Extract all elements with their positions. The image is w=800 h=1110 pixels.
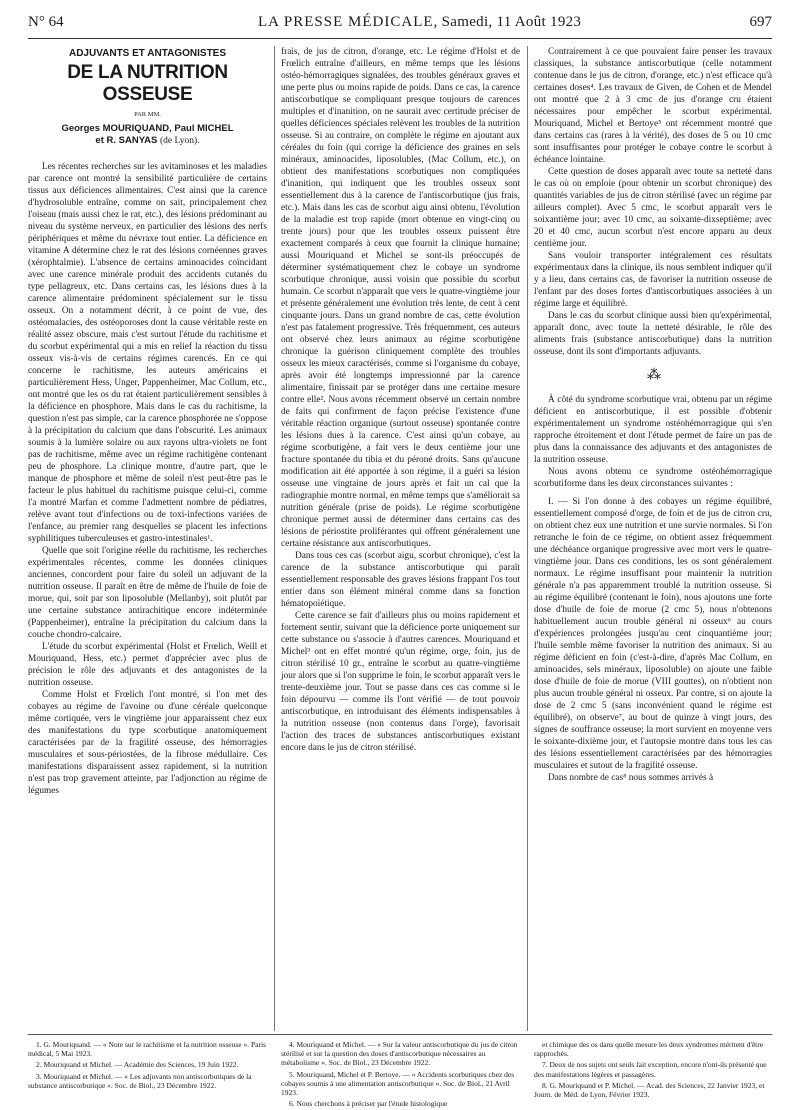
footnote: et chimique des os dans quelle mesure les deux syndromes méritent d'être rapprochés.: [534, 1040, 764, 1059]
issue-date: Samedi, 11 Août 1923: [441, 14, 582, 30]
paragraph: frais, de jus de citron, d'orange, etc. Le régime d'Holst et de Frœlich entraîne d'ailleurs, en même temps que les lésions ostéo-hémorragiques signalées, des troubles généraux graves et une perte plus ou moins rapide de poids. Dans ce cas, la carence antiscorbutique se compliquant presque toujours de carences multiples et d'inanition, on ne saurait avec certitude préciser de quelles déficiences spéciales relèvent les troubles de la nutrition osseuse. Si au contraire, on complète le régime en ajoutant aux céréales du foin (qui corrige la déficience des graines en sels minéraux, aminoacides, liposolubles, (Mac Collum, etc.), on obtient des manifestations scorbutiques non compliquées d'inanition, qui indiquent que les troubles osseux sont essentiellement dus à la carence de l'antiscorbutique (jus frais, etc.). Mais dans les cas de scorbut aigu ainsi obtenu, l'évolution de la maladie est trop rapide (mort obtenue en vingt-cinq ou trente jours) pour que les troubles osseux puissent être exactement comparés à ceux que fournit la clinique humaine; aussi Mouriquand et Michel se sont-ils préoccupés de déterminer systématiquement chez le cobaye un syndrome scorbutique chronique, aussi voisin que possible du scorbut humain. Ce scorbut n'apparaît que vers le quatre-vingtième jour et présente généralement une évolution très lente, de cent à cent cinquante jours. Dans un grand nombre de cas, cette évolution n'est pas fatalement progressive. Très fréquemment, ces auteurs ont observé chez leurs animaux au régime scorbutigène chronique la guérison cliniquement complète des troubles osseux les mieux caractérisés, comme si l'organisme du cobaye, après avoir été longtemps impressionné par la carence alimentaire, finissait par se protéger dans une certaine mesure contre elle². Nous avons récemment observé un certain nombre de faits qui confirment de façon précise l'existence d'une véritable réaction organique (surtout osseuse) spontanée contre les lésions dues à la carence. C'est ainsi qu'un cobaye, au régime scorbutigène, a fait vers le deux centième jour une fracture spontanée du tibia et du péroné droits. Sans qu'aucune modification ait été apportée à son régime, il a guéri sa lésion osseuse une vingtaine de jours après et fait un cal que la radiographie montre normal, en même temps que s'améliorait sa nutrition générale (prise de poids). Le régime scorbutigène chronique permet aussi de déterminer dans certains cas des lésions de périostite proliférantes qui offrent généralement une certaine résistance aux antiscorbutiques.: [281, 47, 520, 549]
article-kicker: ADJUVANTS ET ANTAGONISTES: [68, 48, 227, 59]
section-asterism: ⁂: [647, 368, 659, 383]
page-number: 697: [749, 14, 772, 30]
footnote: 3. Mouriquand et Michel. — « Les adjuvants non antiscorbutiques de la substance antiscorbutique ». Soc. de Biol., 23 Décembre 1922.: [28, 1071, 252, 1090]
column-2: [281, 46, 520, 754]
paragraph: Nous avons obtenu ce syndrome ostéohémorragique scorbutiforme dans les deux circonstances suivantes :: [534, 467, 772, 489]
authors-line-2: [28, 135, 267, 147]
paragraph: Dans nombre de cas⁸ nous sommes arrivés à: [548, 773, 714, 783]
column-1: [28, 46, 267, 797]
footnote: 6. Nous cherchons à préciser par l'étude histologique: [289, 1099, 448, 1109]
article-title: DE LA NUTRITION OSSEUSE: [67, 62, 228, 105]
footnote: 7. Deux de nos sujets ont seuls fait exception, encore n'ont-ils présenté que des manifestations légères et passagères.: [534, 1060, 767, 1079]
paragraph: Dans le cas du scorbut clinique aussi bien qu'expérimental, apparaît donc, avec toute la netteté désirable, le rôle des aliments frais (substance antiscorbutique) dans la nutrition osseuse, dont ils sont d'importants adjuvants.: [534, 311, 772, 357]
authors: [28, 123, 267, 147]
column-divider: [274, 46, 275, 1031]
paragraph: Cette carence se fait d'ailleurs plus ou moins rapidement et fortement sentir, suivant que la déficience porte uniquement sur cette substance ou s'associe à d'autres carences. Mouriquand et Michel³ ont en effet montré qu'un régime, orge, foin, jus de citron stérilisé 10 gr., entraîne le scorbut au quatre-vingtième jour alors que si l'on supprime le foin, le scorbut apparaît vers le trente-deuxième jour. Tout se passe dans ces cas comme si le foin dépourvu — comme ils l'ont vérifié — de tout pouvoir antiscorbutique, en introduisant des éléments indispensables à la nutrition osseuse (non contenus dans l'orge), favorisait l'action des traces de substances antiscorbutiques existant encore dans le jus de citron stérilisé.: [281, 611, 520, 753]
paragraph: Les récentes recherches sur les avitaminoses et les maladies par carence ont montré la sensibilité particulière de certains tissus aux déficiences alimentaires. C'est ainsi que la carence d'hydrosoluble entraîne, comme on sait, principalement chez l'oiseau (mais aussi chez le rat, etc.), des lésions prédominant au niveau du système nerveux, en particulier des lésions des nerfs périphériques et même du névraxe tout entier. La déficience en vitamine A détermine chez le rat des lésions cornéennes graves (xérophtalmie). L'absence de certains aminoacides coïncidant avec une carence minérale produit des accidents cutanés du type pellagreux, etc. Dans certains cas, les lésions dues à la carence alimentaire prédominent spécialement sur le tissu osseux. On a notamment décrit, à ce point de vue, des ostéomalacies, des ostéoporoses dont la cause véritable reste en réalité assez obscure, mais c'est surtout l'étude du rachitisme et du scorbut expérimental qui a mis en relief la réaction du tissu osseux vis-à-vis de certains régimes carencés. En ce qui concerne le rachitisme, les auteurs américains et particulièrement Hess, Unger, Pappenheimer, Mac Collum, etc., ont montré que les os du rat étaient particulièrement sensibles à la déficience en phosphore. Mais dans le cas du rachitisme, la question n'est pas simple, car la carence phosphorée ne s'oppose à la précipitation du calcium que dans l'obscurité. Les animaux soumis à la lumière solaire ou aux rayons ultra-violets ne font pas de rachitisme, même avec un régime rachitigène contenant peu de phosphore. La clinique montre, d'autre part, que le manque de phosphore et même de soleil n'est peut-être pas le facteur le plus habituel du rachitisme puisque celui-ci, comme l'a montré Marfan et comme l'admettent nombre de pédiatres, relève avant tout d'infections ou de toxi-infections variées de l'enfance, au premier rang desquelles se placent les infections syphilitiques tuberculeuses et gastro-intestinales¹.: [28, 162, 267, 544]
footnote: 1. G. Mouriquand. — « Note sur le rachitisme et la nutrition osseuse ». Paris médical, 5 Mai 1923.: [28, 1040, 266, 1059]
authors-name-2: et R. SANYAS: [95, 135, 158, 146]
footnote-rule: [28, 1034, 772, 1035]
column-3: [534, 46, 772, 784]
authors-place: (de Lyon).: [160, 136, 200, 146]
footnotes-column-1: [28, 1040, 267, 1092]
paragraph: Sans vouloir transporter intégralement ces résultats expérimentaux dans la clinique, ils nous semblent indiquer qu'il y a lieu, dans certains cas, de favoriser la nutrition osseuse de l'enfant par des doses fortes d'antiscorbutiques associées à un régime large et équilibré.: [534, 251, 772, 309]
authors-line-1: Georges MOURIQUAND, Paul MICHEL: [61, 123, 234, 134]
paragraph: Cette question de doses apparaît avec toute sa netteté dans le cas où on emploie (pour obtenir un scorbut chronique) des quantités variables de jus de citron stérilisé (avec un régime par ailleurs complet). Avec 5 cmc, le scorbut apparaît vers le soixantième jour; avec 10 cmc, au soixante-dixseptième; avec 20 et 40 cmc, aucun scorbut n'est encore apparu au deux centième jour.: [534, 167, 772, 249]
paragraph: Quelle que soit l'origine réelle du rachitisme, les recherches expérimentales récentes, comme les données cliniques anciennes, concordent pour faire du soleil un adjuvant de la nutrition osseuse. Il paraît en être de même de l'huile de foie de morue, qui, soit par son liposoluble (Mellanby), soit plutôt par une certaine substance antirachitique encore indéterminée (Pappenheimer), entraîne la précipitation du calcium dans la couche chondro-calcaire.: [28, 546, 267, 640]
footnotes-column-3: [534, 1040, 772, 1101]
paragraph: Comme Holst et Frœlich l'ont montré, si l'on met des cobayes au régime de l'avoine ou d'une céréale quelconque même cortiquée, vers le vingtième jour apparaissent chez eux des manifestations du type scorbutique anatomiquement caractérisées par de la fragilité osseuse, des hémorragies musculaires et sous-périostées, de la fibrose médullaire. Ces manifestations disparaissent assez rapidement, si la nutrition n'est pas trop gravement atteinte, par l'adjonction au régime de légumes: [28, 690, 267, 796]
issue-number: N° 64: [28, 14, 64, 30]
paragraph: Dans tous ces cas (scorbut aigu, scorbut chronique), c'est la carence de la substance antiscorbutique qui paraît essentiellement responsable des graves lésions frappant l'os tout entier dans son élément minéral comme dans sa fonction hématopoïétique.: [281, 551, 520, 609]
paragraph: I. — Si l'on donne à des cobayes un régime équilibré, essentiellement composé d'orge, de foin et de jus de citron cru, on obtient chez eux une nutrition et une survie normales. Si l'on retranche le foin de ce régime, on obtient assez fréquemment une déchéance organique progressive avec mort vers le quatre-vingtième jour. Dans ces conditions, les os sont généralement normaux. Le régime insuffisant pour maintenir la nutrition générale n'a pas apparemment troublé la nutrition osseuse. Si au régime équilibré (contenant le foin), nous ajoutons une forte dose d'huile de foie de morue (2 cmc 5), nous n'obtenons habituellement aucun trouble général ni osseux⁶ au cours d'expériences prolongées jusqu'au cent cinquantième jour; l'huile semble même favoriser la nutrition des animaux. Si au régime déficient en foin (c'est-à-dire, d'après Mac Collum, en aminoacides, sels minéraux, liposoluble) on ajoute une faible dose d'huile de foie de morue (VIII gouttes), on n'obtient non plus aucun trouble général ni osseux. Par contre, si on ajoute la dose de 2 cmc 5 (sans inconvénient quand le régime est équilibré), on observe⁷, au bout de quinze à vingt jours, des signes de souffrance osseuse; la mort survient en moyenne vers le soixante-dixième jour, et l'autopsie montre dans tous les cas des lésions essentiellement caractérisées par des hémorragies musculaires et sutout de la fragilité osseuse.: [534, 497, 772, 771]
footnotes-column-2: [281, 1040, 520, 1110]
footnote: 8. G. Mouriquand et P. Michel. — Acad. des Sciences, 22 Janvier 1923, et Journ. de Méd. de Lyon, Février 1923.: [534, 1080, 765, 1100]
journal-title-date: LA PRESSE MÉDICALE, Samedi, 11 Août 1923: [258, 14, 582, 30]
paragraph: Contrairement à ce que pouvaient faire penser les travaux classiques, la substance antiscorbutique (celle notamment contenue dans le jus de citron, d'orange, etc.) n'est efficace qu'à certaines doses⁴. Les travaux de Given, de Cohen et de Mendel ont montré que 2 à 3 cmc de jus d'orange cru étaient nécessaires pour empêcher le scorbut expérimental. Mouriquand, Michel et Bertoye⁵ ont récemment montré que dans certains cas (rares à la vérité), des doses de 5 ou 10 cmc sont insuffisantes pour protéger le cobaye contre le scorbut à échéance lointaine.: [534, 47, 772, 165]
byline-par: PAR MM.: [134, 111, 161, 118]
footnote: 5. Mouriquand, Michel et P. Bertoye. — « Accidents scorbutiques chez des cobayes soumis à une alimentation antiscorbutique ». Soc. de Biol., 21 Avril 1923.: [281, 1069, 515, 1098]
footnote: 2. Mouriquand et Michel. — Académie des Sciences, 19 Juin 1922.: [36, 1060, 239, 1070]
journal-name: LA PRESSE MÉDICALE: [258, 14, 434, 30]
paragraph: À côté du syndrome scorbutique vrai, obtenu par un régime déficient en antiscorbutique, il est possible d'obtenir expérimentalement un syndrome ostéohémorragique qui s'en rapproche étroitement et dont l'étude permet de faire un pas de plus dans la connaissance des adjuvants et des antagonistes de la nutrition osseuse.: [534, 395, 772, 465]
column-divider: [527, 46, 528, 1031]
paragraph: L'étude du scorbut expérimental (Holst et Frœlich, Weill et Mouriquand, Hess, etc.) permet d'apprécier avec plus de précision le rôle des adjuvants et des antagonistes de la nutrition osseuse.: [28, 642, 267, 688]
header-rule: [28, 38, 772, 39]
running-header: [28, 14, 772, 34]
footnote: 4. Mouriquand et Michel. — « Sur la valeur antiscorbutique du jus de citron stérilisé et sur la question des doses d'antiscorbutique nécessaires au métabolisme ». Soc. de Biol., 23 Décembre 1922.: [281, 1040, 518, 1068]
